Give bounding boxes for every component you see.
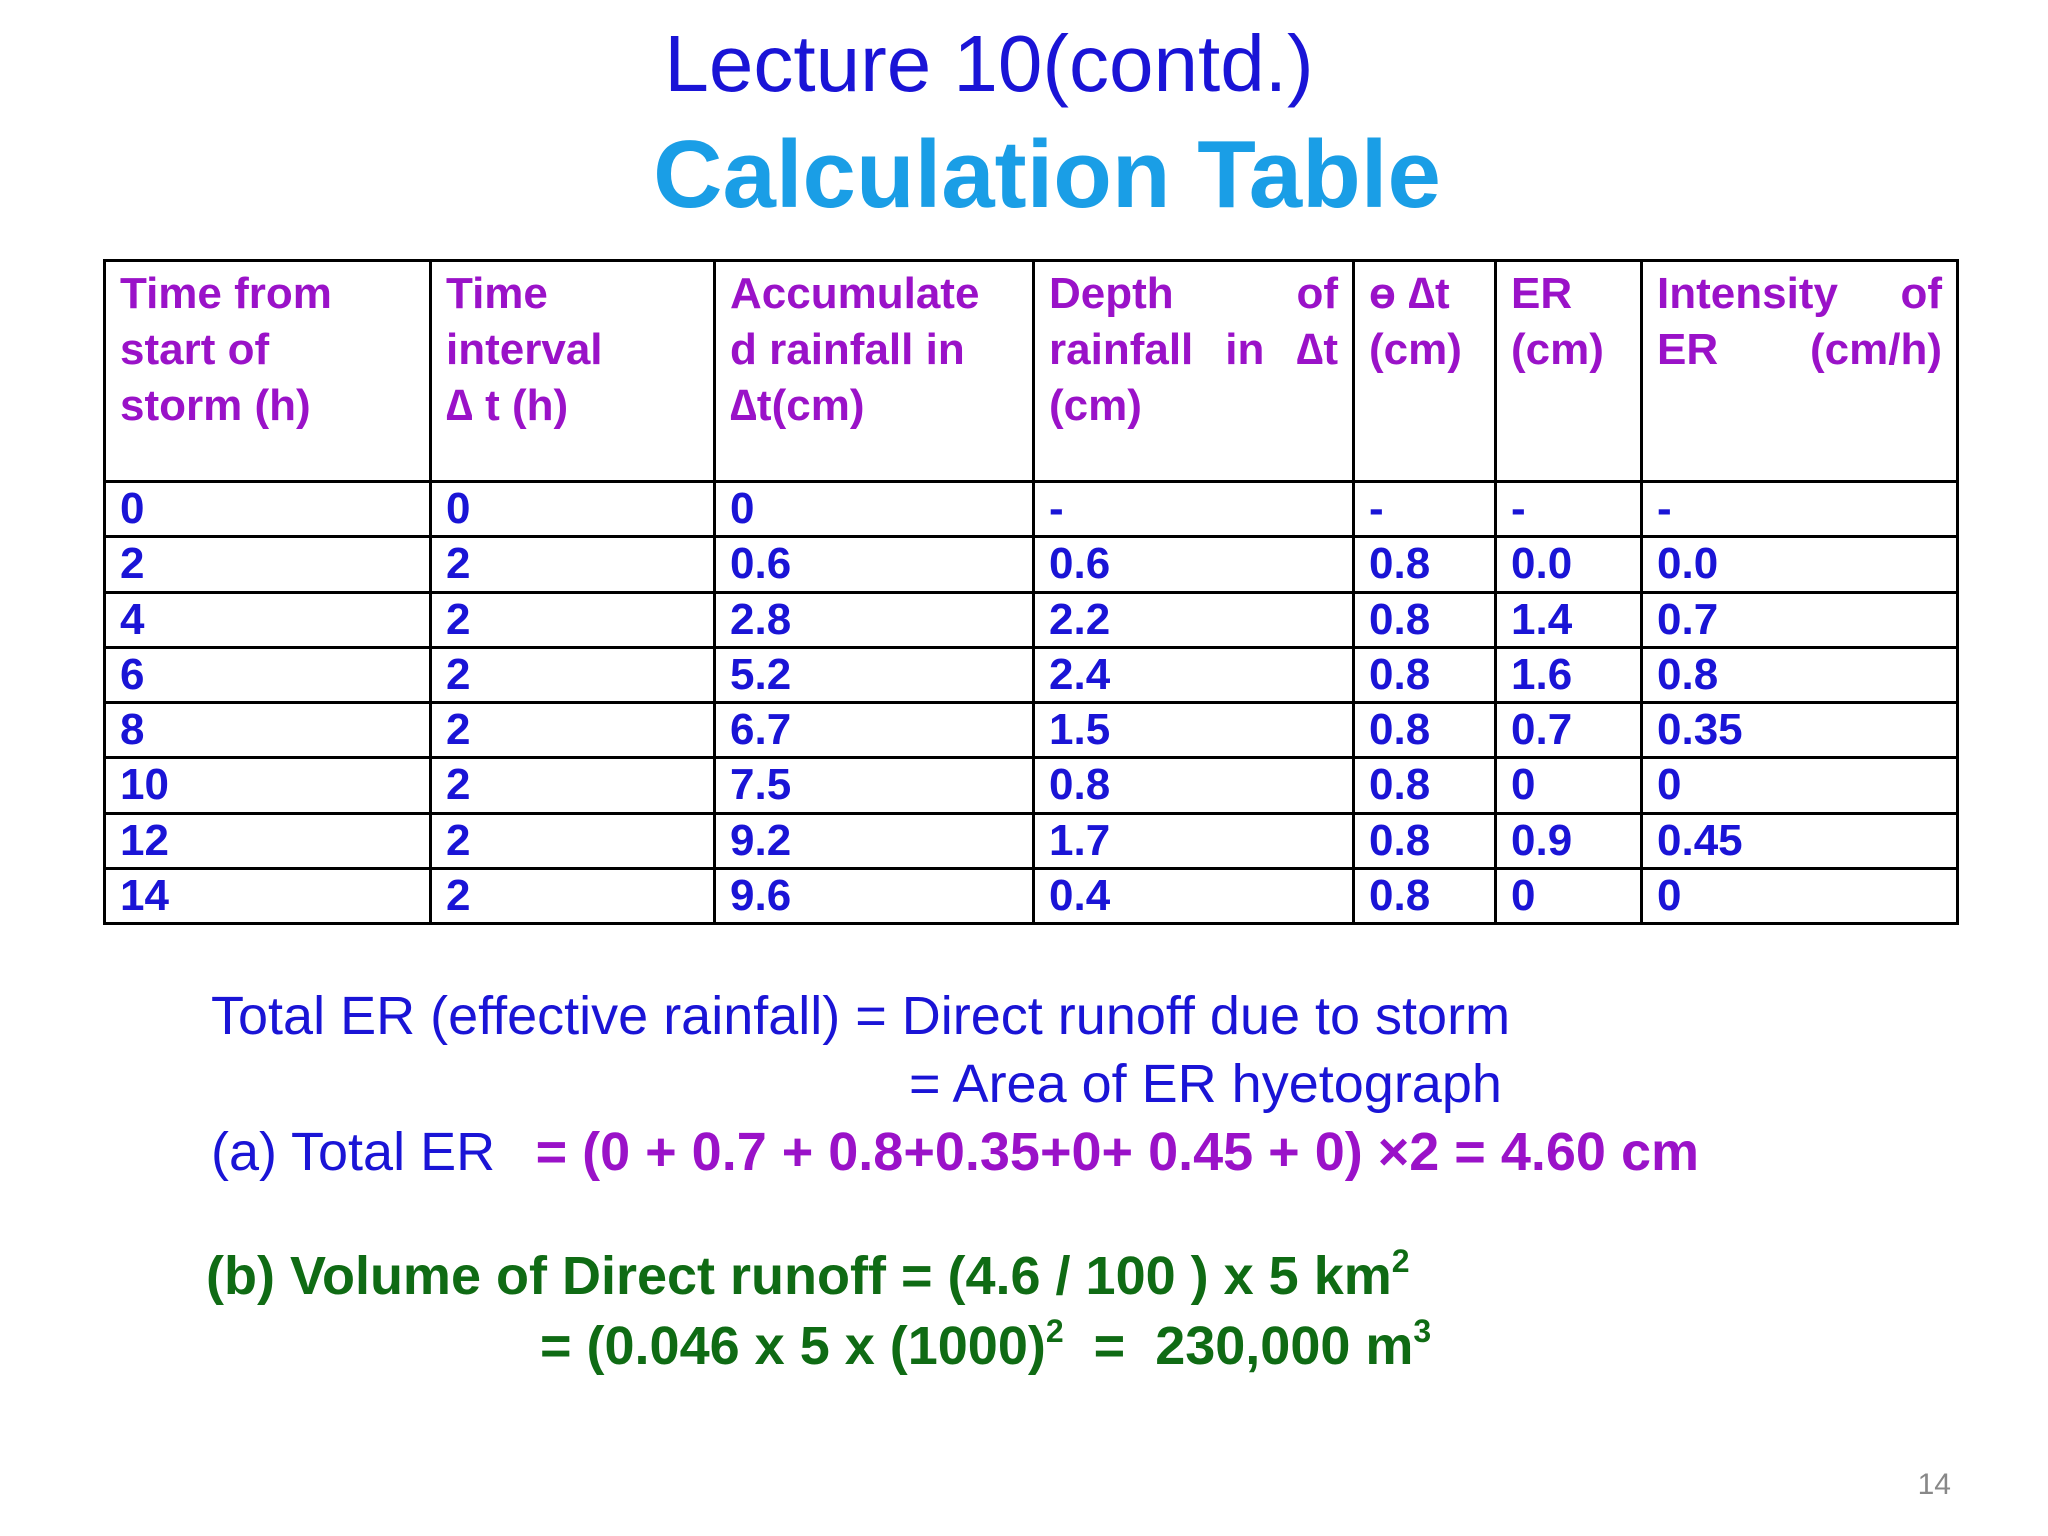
table-cell: 2 (431, 537, 715, 592)
note-area-hyetograph: = Area of ER hyetograph (909, 1054, 1502, 1114)
page-number: 14 (1917, 1468, 1951, 1501)
table-cell: 4 (105, 592, 431, 647)
table-cell: 2 (105, 537, 431, 592)
table-cell: 1.7 (1034, 813, 1354, 868)
table-cell: 1.4 (1496, 592, 1642, 647)
table-cell: 0.45 (1642, 813, 1958, 868)
column-header (1034, 261, 1354, 482)
column-header-line: (cm) (1369, 325, 1462, 374)
lecture-title: Lecture 10(contd.) (664, 19, 1314, 108)
note-volume-direct-runoff (206, 1243, 1410, 1307)
column-header-line: Time from (120, 269, 332, 318)
table-cell: 2 (431, 758, 715, 813)
table-cell: 0.8 (1354, 813, 1496, 868)
column-header-line: Intensity of (1657, 269, 1942, 318)
table-cell: 0.0 (1642, 537, 1958, 592)
table-row (105, 813, 1958, 868)
table-row (105, 537, 1958, 592)
table-cell: 0 (1496, 758, 1642, 813)
table-cell: 2.8 (715, 592, 1034, 647)
table-cell: 2.2 (1034, 592, 1354, 647)
note-total-er-label: (a) Total ER (211, 1122, 496, 1182)
table-cell: 0.9 (1496, 813, 1642, 868)
table-cell: 0.7 (1642, 592, 1958, 647)
column-header-line: ER (1511, 269, 1573, 318)
table-cell: 0 (431, 482, 715, 537)
table-cell: 0.0 (1496, 537, 1642, 592)
table-row (105, 482, 1958, 537)
column-header-line: ∆ t (h) (446, 381, 569, 430)
table-cell: 0.8 (1354, 703, 1496, 758)
calculation-table (103, 259, 1959, 925)
table-cell: 0.8 (1354, 758, 1496, 813)
table-cell: 2 (431, 647, 715, 702)
column-header-line: ER (cm/h) (1657, 325, 1942, 374)
table-cell: - (1642, 482, 1958, 537)
column-header-line: Time (446, 269, 548, 318)
table-cell: 0.7 (1496, 703, 1642, 758)
column-header (715, 261, 1034, 482)
table-cell: - (1354, 482, 1496, 537)
note-result-text-b: = 230,000 m (1063, 1316, 1414, 1376)
table-cell: 0.8 (1354, 868, 1496, 923)
note-result-sup-b: 3 (1413, 1313, 1432, 1349)
table-cell: 7.5 (715, 758, 1034, 813)
table-cell: 0 (1642, 868, 1958, 923)
column-header-line: (cm) (1049, 381, 1142, 430)
note-result-sup-a: 2 (1045, 1313, 1064, 1349)
table-cell: 0.8 (1354, 537, 1496, 592)
table-cell: 0 (715, 482, 1034, 537)
table-cell: 5.2 (715, 647, 1034, 702)
table-cell: 0.8 (1642, 647, 1958, 702)
table-cell: 0 (1642, 758, 1958, 813)
table-cell: 10 (105, 758, 431, 813)
table-cell: 6.7 (715, 703, 1034, 758)
column-header (1354, 261, 1496, 482)
column-header-line: d rainfall in (730, 325, 965, 374)
table-cell: 1.6 (1496, 647, 1642, 702)
table-row (105, 592, 1958, 647)
table-row (105, 647, 1958, 702)
column-header (105, 261, 431, 482)
table-cell: - (1496, 482, 1642, 537)
column-header-line: Accumulate (730, 269, 980, 318)
table-cell: 0.8 (1354, 647, 1496, 702)
table-cell: 0.6 (715, 537, 1034, 592)
column-header-line: (cm) (1511, 325, 1604, 374)
column-header-line: interval (446, 325, 603, 374)
column-header (431, 261, 715, 482)
table-cell: 0.8 (1034, 758, 1354, 813)
table-cell: 0.8 (1354, 592, 1496, 647)
table-cell: 6 (105, 647, 431, 702)
table-cell: 1.5 (1034, 703, 1354, 758)
table-cell: 2 (431, 813, 715, 868)
column-header (1642, 261, 1958, 482)
note-total-er-calc (211, 1121, 1699, 1183)
table-cell: 2.4 (1034, 647, 1354, 702)
table-cell: 8 (105, 703, 431, 758)
table-cell: 2 (431, 592, 715, 647)
table-body (105, 482, 1958, 924)
table-cell: 9.6 (715, 868, 1034, 923)
table-cell: 0.6 (1034, 537, 1354, 592)
column-header-line: rainfall in ∆t (1049, 325, 1338, 374)
column-header (1496, 261, 1642, 482)
table-row (105, 758, 1958, 813)
note-volume-text: (b) Volume of Direct runoff = (4.6 / 100 ) x 5 km (206, 1246, 1392, 1306)
table-cell: 2 (431, 703, 715, 758)
column-header-line: storm (h) (120, 381, 311, 430)
column-header-line: ∆t(cm) (730, 381, 865, 430)
table-cell: 0 (105, 482, 431, 537)
table-cell: 0.4 (1034, 868, 1354, 923)
note-total-er-formula: = (0 + 0.7 + 0.8+0.35+0+ 0.45 + 0) ×2 = 4.60 cm (535, 1122, 1699, 1182)
note-volume-result (540, 1313, 1431, 1377)
table-header-row (105, 261, 1958, 482)
note-total-er-definition: Total ER (effective rainfall) = Direct runoff due to storm (211, 986, 1511, 1046)
note-volume-sup: 2 (1391, 1243, 1410, 1279)
table-cell: 2 (431, 868, 715, 923)
table-cell: - (1034, 482, 1354, 537)
table-cell: 0 (1496, 868, 1642, 923)
table-cell: 9.2 (715, 813, 1034, 868)
column-header-line: Depth of (1049, 269, 1338, 318)
note-result-text-a: = (0.046 x 5 x (1000) (540, 1316, 1046, 1376)
table-cell: 14 (105, 868, 431, 923)
table-row (105, 868, 1958, 923)
column-header-line: ɵ ∆t (1369, 269, 1450, 318)
table-cell: 12 (105, 813, 431, 868)
column-header-line: start of (120, 325, 270, 374)
table-row (105, 703, 1958, 758)
slide-title: Calculation Table (653, 121, 1441, 228)
table-cell: 0.35 (1642, 703, 1958, 758)
